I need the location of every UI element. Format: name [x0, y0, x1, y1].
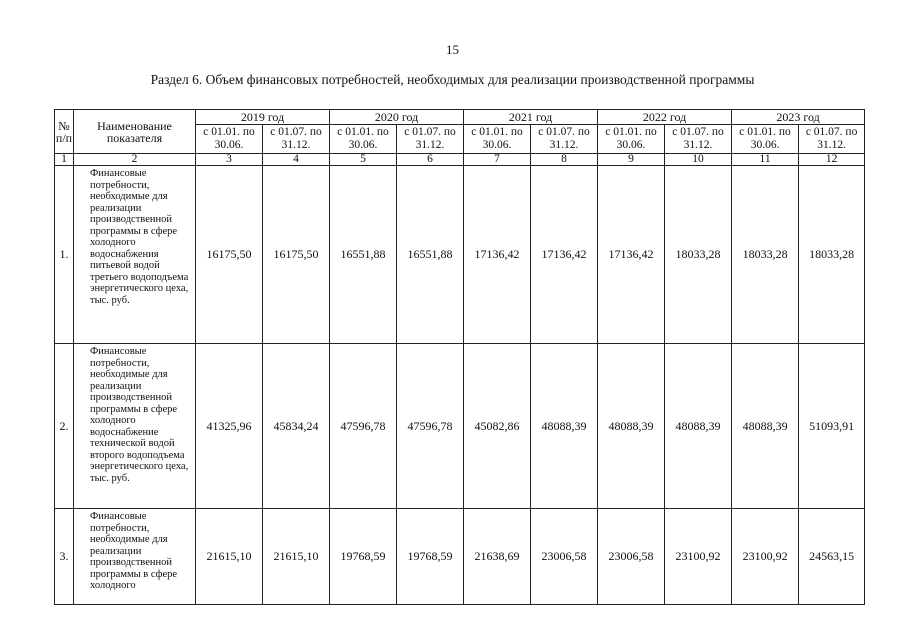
value-cell: 45834,24 — [263, 344, 330, 509]
row-name: Финансовые потребности, необходимые для реализации производственной программы в сфере холодного — [74, 509, 196, 605]
period-header: с 01.01. по 30.06. — [196, 125, 263, 154]
value-cell: 19768,59 — [397, 509, 464, 605]
value-cell: 48088,39 — [665, 344, 732, 509]
value-cell: 23100,92 — [665, 509, 732, 605]
value-cell: 18033,28 — [732, 166, 799, 344]
value-cell: 17136,42 — [464, 166, 531, 344]
column-number: 8 — [531, 154, 598, 166]
row-number: 3. — [55, 509, 74, 605]
period-header: с 01.07. по 31.12. — [799, 125, 865, 154]
column-number: 7 — [464, 154, 531, 166]
value-cell: 16175,50 — [263, 166, 330, 344]
period-header: с 01.01. по 30.06. — [330, 125, 397, 154]
row-name: Финансовые потребности, необходимые для реализации производственной программы в сфере холодного водоснабжения питьевой водой третьего водоподъема энергетического цеха, тыс. руб. — [74, 166, 196, 344]
column-number: 9 — [598, 154, 665, 166]
period-header: с 01.07. по 31.12. — [397, 125, 464, 154]
page-number: 15 — [446, 42, 459, 57]
column-number: 2 — [74, 154, 196, 166]
column-number: 12 — [799, 154, 865, 166]
table-row — [55, 166, 865, 344]
value-cell: 17136,42 — [531, 166, 598, 344]
value-cell: 47596,78 — [397, 344, 464, 509]
value-cell: 23006,58 — [598, 509, 665, 605]
value-cell: 18033,28 — [665, 166, 732, 344]
value-cell: 24563,15 — [799, 509, 865, 605]
column-number: 3 — [196, 154, 263, 166]
col-header-name: Наименование показателя — [74, 110, 196, 154]
value-cell: 19768,59 — [330, 509, 397, 605]
value-cell: 47596,78 — [330, 344, 397, 509]
value-cell: 18033,28 — [799, 166, 865, 344]
column-number: 4 — [263, 154, 330, 166]
value-cell: 17136,42 — [598, 166, 665, 344]
value-cell: 16175,50 — [196, 166, 263, 344]
year-header-2021: 2021 год — [464, 110, 598, 125]
value-cell: 16551,88 — [330, 166, 397, 344]
value-cell: 45082,86 — [464, 344, 531, 509]
value-cell: 21615,10 — [263, 509, 330, 605]
column-number: 10 — [665, 154, 732, 166]
column-number: 1 — [55, 154, 74, 166]
period-header: с 01.01. по 30.06. — [464, 125, 531, 154]
value-cell: 23006,58 — [531, 509, 598, 605]
year-header-2020: 2020 год — [330, 110, 464, 125]
year-header-2019: 2019 год — [196, 110, 330, 125]
section-title: Раздел 6. Объем финансовых потребностей, необходимых для реализации производственной программы — [150, 72, 755, 87]
value-cell: 23100,92 — [732, 509, 799, 605]
table-row — [55, 509, 865, 605]
value-cell: 21638,69 — [464, 509, 531, 605]
table-row — [55, 344, 865, 509]
period-header: с 01.07. по 31.12. — [665, 125, 732, 154]
col-header-number: № п/п — [55, 110, 74, 154]
row-name: Финансовые потребности, необходимые для реализации производственной программы в сфере холодного водоснабжение технической водой второго водоподъема энергетического цеха, тыс. руб. — [74, 344, 196, 509]
row-number: 1. — [55, 166, 74, 344]
year-header-2023: 2023 год — [732, 110, 865, 125]
value-cell: 16551,88 — [397, 166, 464, 344]
period-header: с 01.07. по 31.12. — [263, 125, 330, 154]
column-number: 6 — [397, 154, 464, 166]
period-header: с 01.01. по 30.06. — [732, 125, 799, 154]
row-number: 2. — [55, 344, 74, 509]
value-cell: 51093,91 — [799, 344, 865, 509]
period-header: с 01.07. по 31.12. — [531, 125, 598, 154]
column-number: 5 — [330, 154, 397, 166]
value-cell: 41325,96 — [196, 344, 263, 509]
year-header-2022: 2022 год — [598, 110, 732, 125]
value-cell: 21615,10 — [196, 509, 263, 605]
column-number: 11 — [732, 154, 799, 166]
value-cell: 48088,39 — [598, 344, 665, 509]
value-cell: 48088,39 — [531, 344, 598, 509]
period-header: с 01.01. по 30.06. — [598, 125, 665, 154]
financial-needs-table — [54, 109, 865, 605]
value-cell: 48088,39 — [732, 344, 799, 509]
